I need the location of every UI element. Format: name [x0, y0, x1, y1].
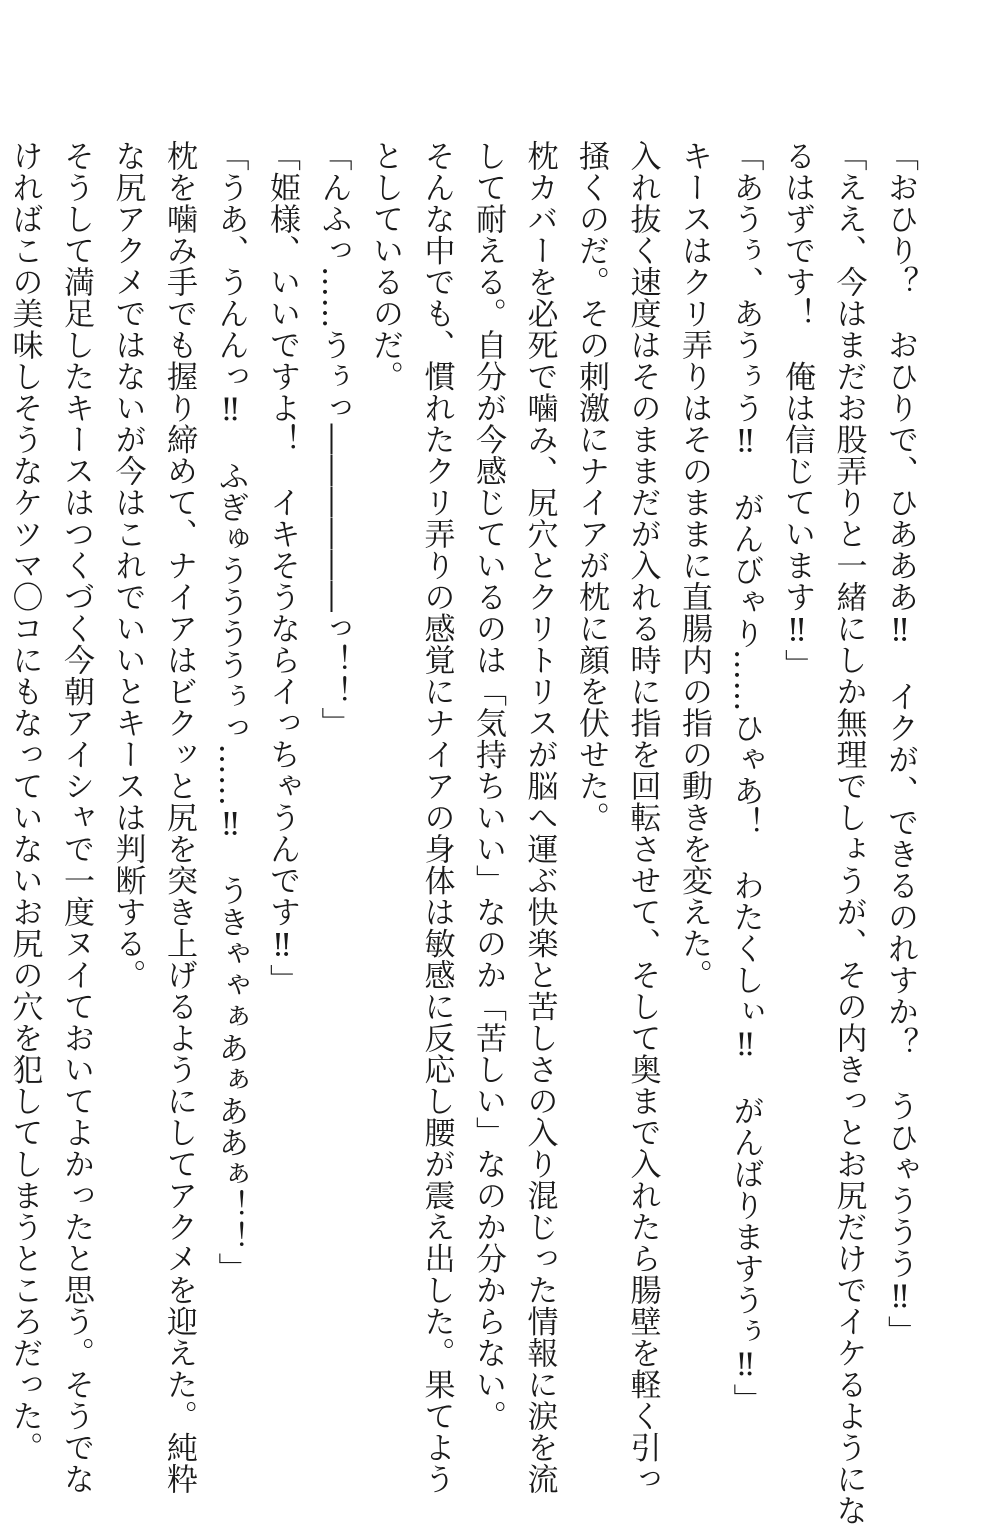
text-line-16: な尻アクメではないが今はこれでいいとキースは判断する。 — [109, 140, 146, 991]
text-line-3: るはずです！ 俺は信じています‼」 — [779, 140, 815, 681]
vertical-text-body — [0, 140, 925, 1526]
text-line-9: して耐える。自分が今感じているのは「気持ちいい」なのか「苦しい」なのか分からない。 — [470, 140, 506, 1432]
text-line-5: キースはクリ弄りはそのままに直腸内の指の動きを変えた。 — [676, 140, 712, 991]
text-line-10: そんな中でも、慣れたクリ弄りの感覚にナイアの身体は敏感に反応し腰が震え出した。果てよう — [418, 140, 455, 1495]
text-line-14: 「うあ、うんんっ‼ ふぎゅううううぅっ……‼ うきゃゃぁあぁああぁ！！」 — [212, 140, 249, 1284]
text-line-15: 枕を噛み手でも握り締めて、ナイアはビクッと尻を突き上げるようにしてアクメを迎えた。純粋 — [161, 140, 197, 1495]
text-line-12: 「んふっ……うぅっ――――――っ！！」 — [315, 140, 352, 739]
text-line-17: そうして満足したキースはつくづく今朝アイシャで一度ヌイておいてよかったと思う。そうでな — [58, 140, 94, 1495]
text-line-1: 「おひり？ おひりで、ひあああ‼ イクが、できるのれすか？ うひゃううう‼」 — [882, 140, 918, 1347]
text-line-2: 「ええ、今はまだお股弄りと一緒にしか無理でしょうが、その内きっとお尻だけでイケるようにな — [830, 140, 867, 1526]
text-line-4: 「あうぅ、あうぅう‼ がんびゃり……ひゃあ！ わたくしぃ‼ がんばりますうぅ‼」 — [727, 140, 764, 1415]
text-line-11: としているのだ。 — [367, 140, 403, 392]
text-line-6: 入れ抜く速度はそのままだが入れる時に指を回転させて、そして奥まで入れたら腸壁を軽く引っ — [624, 140, 661, 1495]
text-line-7: 掻くのだ。その刺激にナイアが枕に顔を伏せた。 — [573, 140, 609, 833]
text-line-13: 「姫様、いいですよ！ イキそうならイっちゃうんです‼」 — [264, 140, 300, 996]
text-line-18: ければこの美味しそうなケツマ〇コにもなっていないお尻の穴を犯してしまうところだった。 — [6, 140, 43, 1463]
text-line-8: 枕カバーを必死で噛み、尻穴とクリトリスが脳へ運ぶ快楽と苦しさの入り混じった情報に涙を流 — [521, 140, 558, 1495]
